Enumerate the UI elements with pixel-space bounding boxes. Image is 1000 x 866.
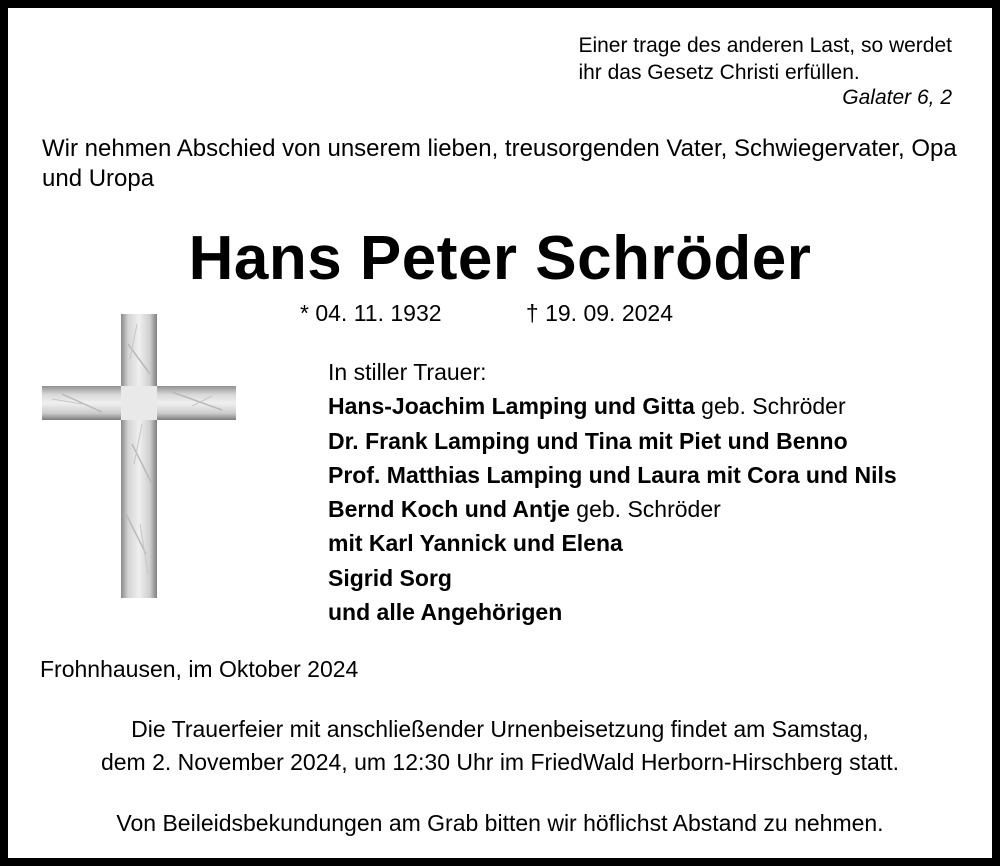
mourners-list (328, 355, 897, 629)
mourner-names: Bernd Koch und Antje (328, 496, 570, 523)
mourner-line (328, 389, 897, 423)
mourner-names: und alle Angehörigen (328, 599, 563, 626)
death-date: † 19. 09. 2024 (525, 300, 673, 326)
mourner-line (328, 424, 897, 458)
ceremony-line-2: dem 2. November 2024, um 12:30 Uhr im FriedWald Herborn-Hirschberg statt. (100, 749, 900, 775)
deceased-name: Hans Peter Schröder (188, 224, 812, 293)
mourner-note: geb. Schröder (569, 496, 721, 523)
birth-date: * 04. 11. 1932 (300, 300, 442, 326)
mourner-names: Hans-Joachim Lamping und Gitta (328, 393, 695, 420)
place-date: Frohnhausen, im Oktober 2024 (40, 656, 359, 682)
verse-reference: Galater 6, 2 (842, 86, 952, 109)
bible-verse (578, 32, 952, 86)
intro-text: Wir nehmen Abschied von unserem lieben, treusorgenden Vater, Schwiegervater, Opa und Uropa (42, 135, 957, 192)
ceremony-info (8, 713, 992, 779)
mourner-names: Dr. Frank Lamping und Tina mit Piet und Benno (328, 427, 848, 454)
mourner-names: Sigrid Sorg (328, 564, 452, 591)
life-dates (300, 300, 673, 327)
mourner-line (328, 458, 897, 492)
mourner-names: mit Karl Yannick und Elena (328, 530, 623, 557)
condolence-note: Von Beileidsbekundungen am Grab bitten wir höflichst Abstand zu nehmen. (116, 810, 884, 836)
mourner-note: geb. Schröder (694, 393, 846, 420)
mourner-names: Prof. Matthias Lamping und Laura mit Cora und Nils (328, 461, 897, 488)
mourner-line (328, 526, 897, 560)
ceremony-line-1: Die Trauerfeier mit anschließender Urnenbeisetzung findet am Samstag, (131, 716, 869, 742)
mourners-heading: In stiller Trauer: (328, 359, 487, 385)
mourner-line (328, 595, 897, 629)
verse-line-1: Einer trage des anderen Last, so werdet (578, 34, 952, 57)
cross-icon (42, 314, 236, 598)
mourner-line (328, 492, 897, 526)
mourner-line (328, 561, 897, 595)
verse-line-2: ihr das Gesetz Christi erfüllen. (578, 61, 860, 84)
